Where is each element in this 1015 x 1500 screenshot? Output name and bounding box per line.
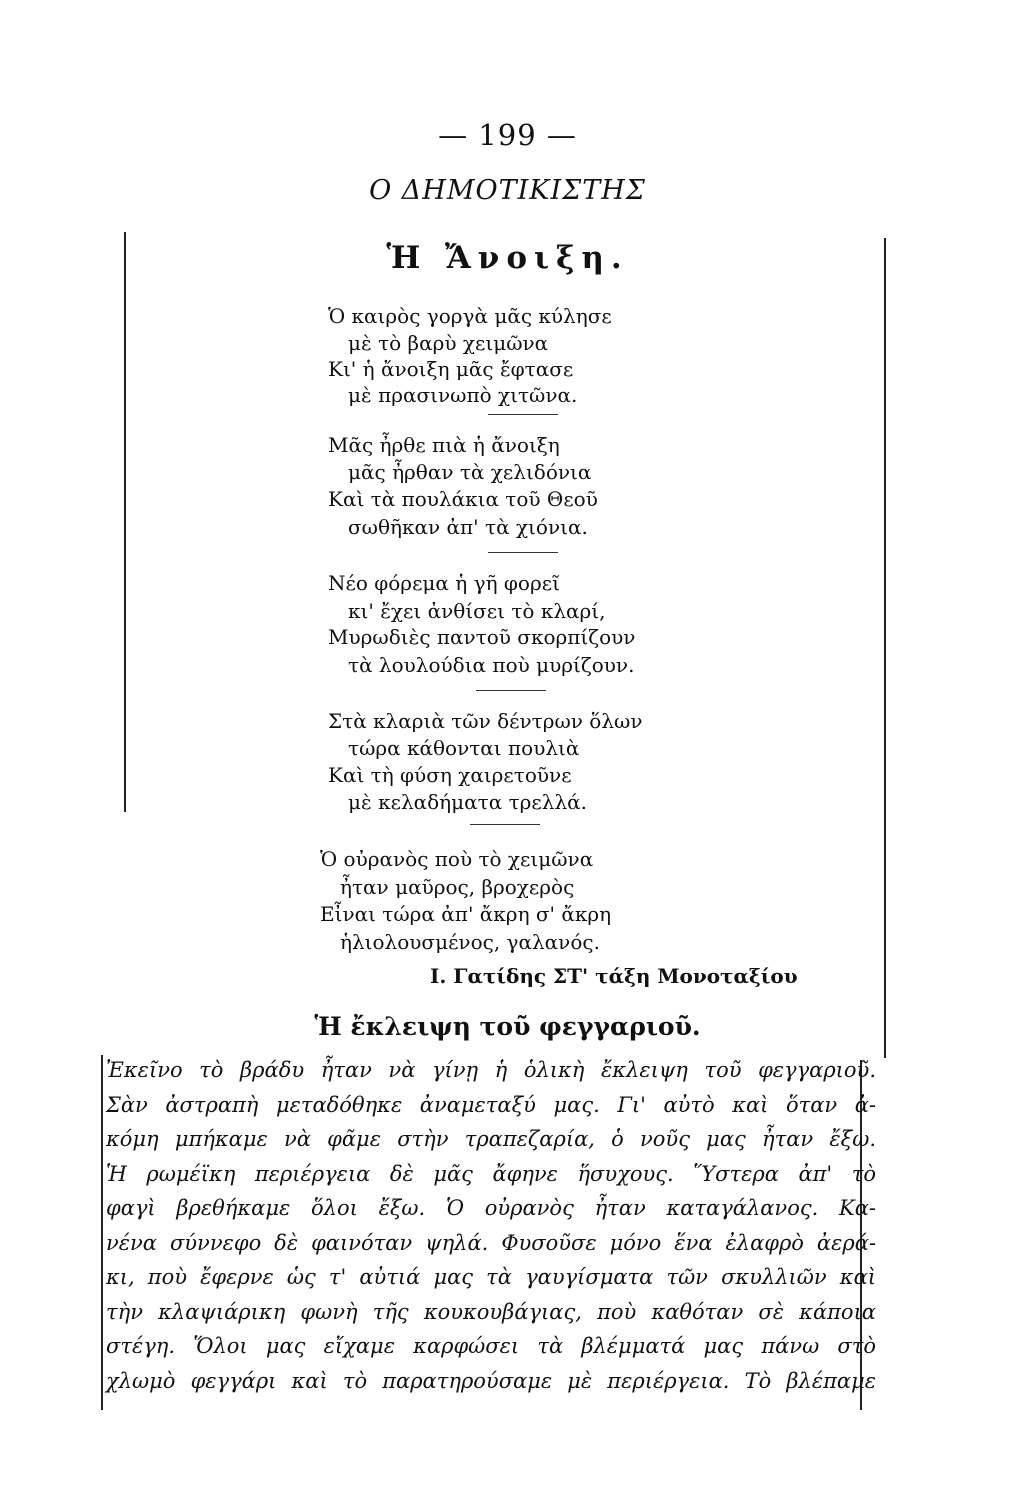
poem-line: Κι' ἡ ἄνοιξη μᾶς ἔφτασε [328, 357, 574, 381]
poem-line: μὲ κελαδήματα τρελλά. [348, 790, 587, 814]
essay-line: κόμη μπήκαμε νὰ φᾶμε στὴν τραπεζαρία, ὁ νοῦς μας ἦταν ἔξω. [106, 1127, 876, 1151]
poem-line: μὲ πρασινωπὸ χιτῶνα. [348, 383, 578, 407]
essay-title: Ἡ ἔκλειψη τοῦ φεγγαριοῦ. [314, 1012, 701, 1041]
stanza-separator [488, 552, 558, 553]
essay-line: Ἐκεῖνο τὸ βράδυ ἦταν νὰ γίνῃ ἡ ὁλικὴ ἔκλειψη τοῦ φεγγαριοῦ. [106, 1058, 876, 1082]
poem-line: κι' ἔχει ἀνθίσει τὸ κλαρί, [348, 599, 606, 623]
poem-line: Νέο φόρεμα ἡ γῆ φορεῖ [328, 571, 560, 595]
essay-line: κι, ποὺ ἔφερνε ὡς τ' αὐτιά μας τὰ γαυγίσματα τῶν σκυλλιῶν καὶ [106, 1265, 876, 1289]
essay-body [106, 1053, 876, 1398]
poem-line: τὰ λουλούδια ποὺ μυρίζουν. [348, 653, 635, 677]
essay-line: χλωμὸ φεγγάρι καὶ τὸ παρατηρούσαμε μὲ περιέργεια. Τὸ βλέπαμε [106, 1368, 876, 1393]
page-number: — 199 — [438, 118, 577, 152]
essay-line: Ἡ ρωμέϊκη περιέργεια δὲ μᾶς ἄφηνε ἥσυχους. Ὕστερα ἀπ' τὸ [106, 1161, 876, 1186]
essay-line: Σὰν ἀστραπὴ μεταδόθηκε ἀναμεταξύ μας. Γι' αὐτὸ καὶ ὅταν ἀ- [106, 1092, 876, 1117]
poem-title: Ἡ Ἄνοιξη. [386, 240, 629, 276]
poem-line: Ὁ καιρὸς γοργὰ μᾶς κύλησε [328, 304, 612, 328]
poem-line: Εἶναι τώρα ἀπ' ἄκρη σ' ἄκρη [320, 902, 612, 926]
essay-line: τὴν κλαψιάρικη φωνὴ τῆς κουκουβάγιας, ποὺ καθόταν σὲ κάποια [106, 1299, 876, 1324]
poem-line: σωθῆκαν ἀπ' τὰ χιόνια. [348, 515, 588, 539]
journal-title: Ο ΔΗΜΟΤΙΚΙΣΤΗΣ [369, 175, 646, 206]
poem-line: Μυρωδιὲς παντοῦ σκορπίζουν [328, 625, 636, 649]
right-margin-rule [884, 238, 886, 1058]
poem-signature: Ι. Γατίδης ΣΤ' τάξη Μονοταξίου [430, 964, 798, 988]
stanza-separator [476, 690, 546, 691]
poem-line: Καὶ τὰ πουλάκια τοῦ Θεοῦ [328, 487, 598, 511]
essay-left-rule [101, 1055, 103, 1410]
poem-line: Καὶ τὴ φύση χαιρετοῦνε [328, 763, 572, 787]
poem-line: Μᾶς ἦρθε πιὰ ἡ ἄνοιξη [328, 433, 560, 457]
poem-line: μᾶς ἦρθαν τὰ χελιδόνια [348, 460, 592, 484]
left-margin-rule [124, 232, 126, 812]
poem-line: τώρα κάθονται πουλιὰ [348, 736, 580, 760]
poem-line: Ὁ οὐρανὸς ποὺ τὸ χειμῶνα [320, 847, 594, 871]
stanza-separator [470, 824, 540, 825]
essay-line: φαγὶ βρεθήκαμε ὅλοι ἔξω. Ὁ οὐρανὸς ἦταν καταγάλανος. Κα- [106, 1196, 876, 1220]
essay-line: στέγη. Ὅλοι μας εἴχαμε καρφώσει τὰ βλέμματά μας πάνω στὸ [106, 1334, 876, 1358]
poem-line: μὲ τὸ βαρὺ χειμῶνα [348, 331, 549, 355]
poem-line: ἡλιολουσμένος, γαλανός. [340, 930, 600, 954]
stanza-separator [488, 414, 558, 415]
poem-line: Στὰ κλαριὰ τῶν δέντρων ὅλων [328, 709, 643, 733]
essay-line: νένα σύννεφο δὲ φαινόταν ψηλά. Φυσοῦσε μόνο ἕνα ἐλαφρὸ ἀερά- [106, 1230, 876, 1255]
poem-line: ἦταν μαῦρος, βροχερὸς [340, 875, 575, 899]
